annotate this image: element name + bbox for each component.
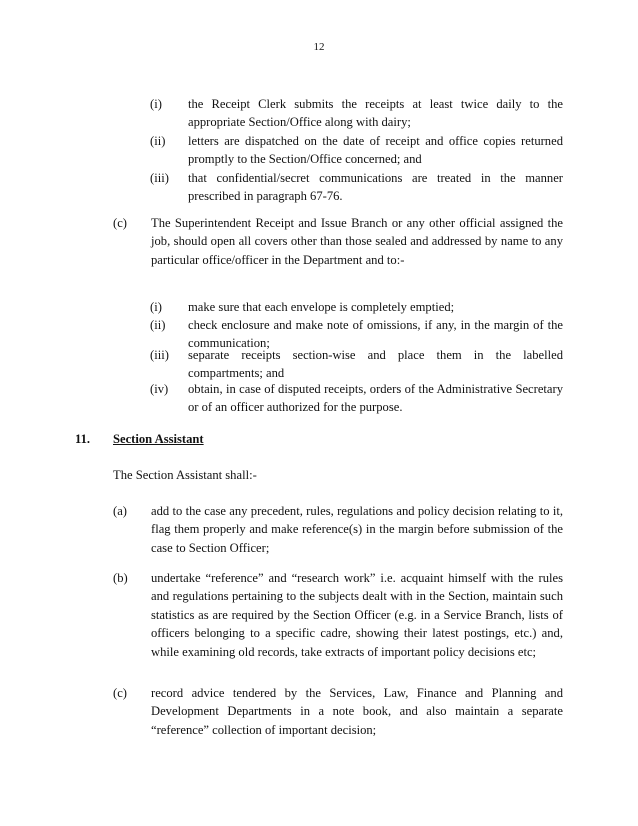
item-marker: (ii): [150, 318, 166, 332]
item-text: letters are dispatched on the date of receipt and office copies returned promptly to the Section/Office concerned; and: [188, 134, 563, 167]
section-heading: [75, 430, 563, 448]
list-item: [150, 298, 563, 316]
item-text: that confidential/secret communications are treated in the manner prescribed in paragraph 67-76.: [188, 171, 563, 204]
item-marker: (iv): [150, 382, 169, 396]
item-marker: (iii): [150, 171, 169, 185]
item-marker: (i): [150, 300, 162, 314]
list-item: [113, 502, 563, 557]
section-title: Section Assistant: [113, 432, 204, 446]
item-marker: (a): [113, 504, 127, 518]
item-marker: (c): [113, 686, 127, 700]
item-marker: (i): [150, 97, 162, 111]
section-number: 11.: [75, 432, 91, 446]
item-text: add to the case any precedent, rules, regulations and policy decision relating to it, flag them properly and make reference(s) in the margin before submission of the case to Section Officer;: [151, 504, 563, 555]
item-marker: (iii): [150, 348, 169, 362]
item-text: make sure that each envelope is completely emptied;: [188, 300, 455, 314]
section-intro: [113, 466, 563, 484]
list-item: [150, 346, 563, 383]
item-text: separate receipts section-wise and place them in the labelled compartments; and: [188, 348, 563, 381]
page-number: 12: [313, 41, 325, 53]
paragraph-marker: (c): [113, 216, 127, 230]
paragraph-text: The Superintendent Receipt and Issue Branch or any other official assigned the job, should open all covers other than those sealed and addressed by name to any particular office/officer in the Department and to:-: [151, 216, 563, 267]
item-text: check enclosure and make note of omissions, if any, in the margin of the communication;: [188, 318, 563, 351]
intro-text: The Section Assistant shall:-: [113, 468, 257, 482]
list-item: [113, 569, 563, 661]
paragraph-c: [113, 214, 563, 269]
item-text: the Receipt Clerk submits the receipts at least twice daily to the appropriate Section/Office along with dairy;: [188, 97, 563, 130]
list-item: [150, 380, 563, 417]
list-item: [150, 95, 563, 132]
list-item: [150, 132, 563, 169]
item-text: record advice tendered by the Services, Law, Finance and Planning and Development Departments in a note book, and also maintain a separate “reference” collection of important decision;: [151, 686, 563, 737]
item-text: obtain, in case of disputed receipts, orders of the Administrative Secretary or of an officer authorized for the purpose.: [188, 382, 563, 415]
list-item: [150, 169, 563, 206]
item-marker: (ii): [150, 134, 166, 148]
list-item: [113, 684, 563, 739]
item-marker: (b): [113, 571, 128, 585]
item-text: undertake “reference” and “research work” i.e. acquaint himself with the rules and regulations pertaining to the subjects dealt with in the Section, maintain such statistics as are required by the Section Officer (e.g. in a Service Branch, lists of officers belonging to a specific cadre, showing their latest postings, etc.) and, while examining old records, take extracts of important policy decisions etc;: [151, 571, 563, 659]
